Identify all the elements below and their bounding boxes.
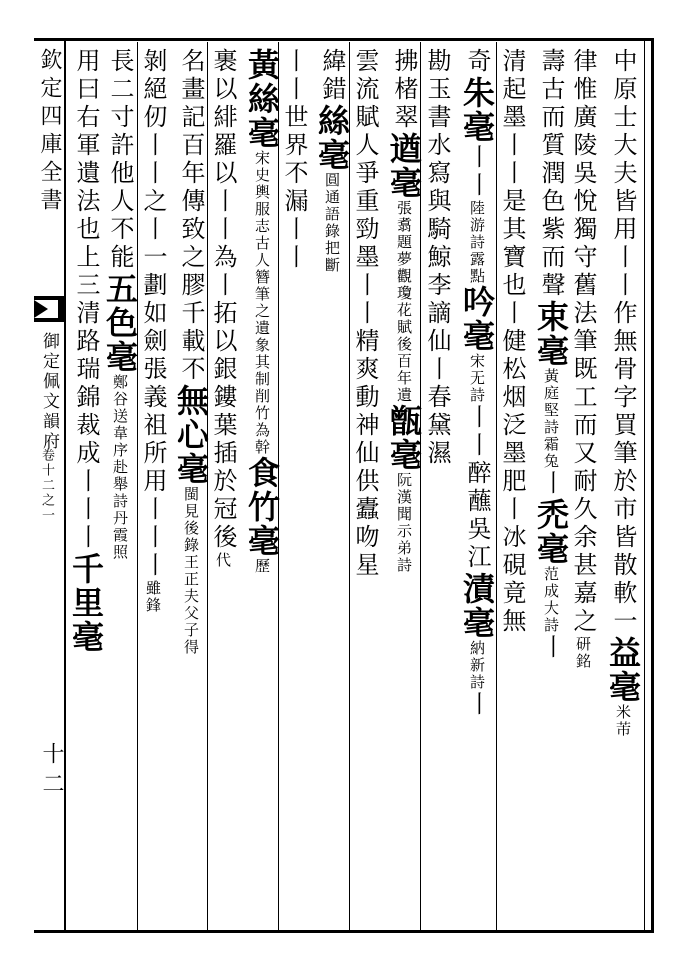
- body-text: 一劃如劍: [139, 244, 167, 356]
- body-text: 緯錯: [318, 48, 346, 104]
- body-text: 丨: [209, 272, 237, 300]
- citation-text: 代: [214, 552, 232, 569]
- body-text: 丨丨丨: [72, 468, 100, 552]
- entry-headword: 千里毫: [67, 552, 105, 654]
- body-text: 用曰右軍遺法也: [72, 48, 100, 244]
- body-text: 丨丨: [139, 132, 167, 188]
- body-text: 名畫記百年傳致之膠千載不: [177, 48, 205, 384]
- body-text: 勘玉書: [423, 48, 451, 132]
- text-column-9: [313, 48, 351, 930]
- body-text: 神仙供蠹吻星: [351, 412, 379, 580]
- body-text: 雲流: [351, 48, 379, 104]
- text-column-6: [425, 48, 449, 930]
- body-text: 為: [209, 244, 237, 272]
- entry-headword: 遒毫: [385, 132, 423, 200]
- body-text: 一: [609, 608, 637, 636]
- entry-headword: 甑毫: [385, 404, 423, 472]
- citation-text: 納新詩: [468, 640, 486, 691]
- body-text: 作無骨字買筆於市皆散軟: [609, 300, 637, 608]
- text-column-12: [211, 48, 235, 930]
- citation-text: 研銘: [574, 636, 592, 670]
- volume-number: 卷十二之一: [39, 448, 54, 523]
- frame-right-rule: [651, 38, 654, 933]
- column-divider: [137, 42, 138, 930]
- body-text: 丨春黛濕: [423, 356, 451, 468]
- body-text: 之: [139, 188, 167, 216]
- citation-text: 宋史輿服志古人簪筆之遺象其制削竹為幹: [253, 150, 271, 456]
- entry-headword: 朱毫: [458, 76, 496, 144]
- text-column-2: [571, 48, 595, 930]
- column-divider: [496, 42, 497, 930]
- citation-text: 范成大詩: [542, 566, 560, 634]
- frame-right-inner-rule: [644, 41, 645, 930]
- entry-headword: 絲毫: [313, 104, 351, 172]
- body-text: 丨丨: [351, 272, 379, 328]
- body-text: 醉蘸吳江: [463, 460, 491, 572]
- body-text: 裹以緋羅以: [209, 48, 237, 188]
- entry-headword: 漬毫: [458, 572, 496, 640]
- citation-text: 陸游詩露點: [468, 200, 486, 285]
- text-column-1: [604, 48, 642, 930]
- citation-text: 雖鋒: [144, 580, 162, 614]
- body-text: 拂楮翠: [390, 48, 418, 132]
- body-text: 丨: [537, 634, 565, 662]
- body-text: 丨健松烟泛墨肥: [498, 300, 526, 496]
- volume-title: 御定佩文韻府: [39, 332, 59, 452]
- frame-bottom-rule: [34, 930, 654, 933]
- body-text: 律惟廣陵吳悅獨守舊法筆既工而又耐久余甚嘉之: [569, 48, 597, 636]
- body-text: 奇: [463, 48, 491, 76]
- body-text: 丨丨丨: [139, 496, 167, 580]
- body-text: 壽古而質潤色紫而聲: [537, 48, 565, 300]
- citation-text: 阮漢聞示弟詩: [395, 472, 413, 574]
- body-text: 丨丨: [280, 48, 308, 104]
- body-text: 拓以銀鏤葉插於冠後: [209, 300, 237, 552]
- text-column-15: [101, 48, 139, 930]
- fishtail-mark-icon: [32, 296, 66, 322]
- citation-text: 宋无詩: [468, 353, 486, 404]
- body-text: 丨丨: [209, 188, 237, 244]
- body-text: 丨丨: [498, 132, 526, 188]
- body-text: 水寫與騎鯨李謫仙: [423, 132, 451, 356]
- body-text: 丨冰硯竟無: [498, 496, 526, 636]
- citation-text: 鄭谷送韋序赴舉詩丹霞照: [111, 374, 129, 561]
- text-column-8: [353, 48, 377, 930]
- column-divider: [207, 42, 208, 930]
- citation-text: 歷: [253, 558, 271, 575]
- book-title: 欽定四庫全書: [37, 48, 62, 216]
- body-text: 是其寶也: [498, 188, 526, 300]
- citation-text: 圓通語錄把斷: [323, 172, 341, 274]
- citation-text: 閩見後錄王正夫父子得: [182, 486, 200, 656]
- text-column-14: [141, 48, 165, 930]
- text-column-3: [532, 48, 570, 930]
- body-text: 長二寸許他人不能: [106, 48, 134, 272]
- citation-text: 張翥題夢觀瓊花賦後百年遺: [395, 200, 413, 404]
- text-column-13: [172, 48, 210, 930]
- page-number: 十二: [39, 742, 64, 802]
- entry-headword: 禿毫: [532, 498, 570, 566]
- body-text: 丨丨: [609, 244, 637, 300]
- text-column-16: [67, 48, 105, 930]
- text-column-5: [458, 48, 496, 930]
- text-column-7: [385, 48, 423, 930]
- text-column-11: [243, 48, 281, 930]
- citation-text: 米芾: [614, 704, 632, 738]
- body-text: 精爽動: [351, 328, 379, 412]
- column-divider: [349, 42, 350, 930]
- entry-headword: 食竹毫: [243, 456, 281, 558]
- body-text: 賦人爭重勁墨: [351, 104, 379, 272]
- entry-headword: 束毫: [532, 300, 570, 368]
- entry-headword: 無心毫: [172, 384, 210, 486]
- text-column-4: [500, 48, 524, 930]
- body-text: 丨: [139, 216, 167, 244]
- body-text: 丨丨: [463, 404, 491, 460]
- body-text: 丨: [537, 470, 565, 498]
- body-text: 清起墨: [498, 48, 526, 132]
- body-text: 丨: [463, 691, 491, 719]
- entry-headword: 益毫: [604, 636, 642, 704]
- entry-headword: 吟毫: [458, 285, 496, 353]
- body-text: 世界不漏: [280, 104, 308, 216]
- entry-headword: 五色毫: [101, 272, 139, 374]
- body-text: 張義祖所用: [139, 356, 167, 496]
- body-text: 中原士大夫皆用: [609, 48, 637, 244]
- body-text: 上三清路瑞錦裁成: [72, 244, 100, 468]
- frame-top-rule: [34, 38, 654, 41]
- entry-headword: 黃絲毫: [243, 48, 281, 150]
- frame-left-rule: [64, 38, 66, 933]
- body-text: 丨丨: [463, 144, 491, 200]
- citation-text: 黃庭堅詩霜兔: [542, 368, 560, 470]
- text-column-10: [282, 48, 306, 930]
- body-text: 丨丨: [280, 216, 308, 272]
- body-text: 剝絕仞: [139, 48, 167, 132]
